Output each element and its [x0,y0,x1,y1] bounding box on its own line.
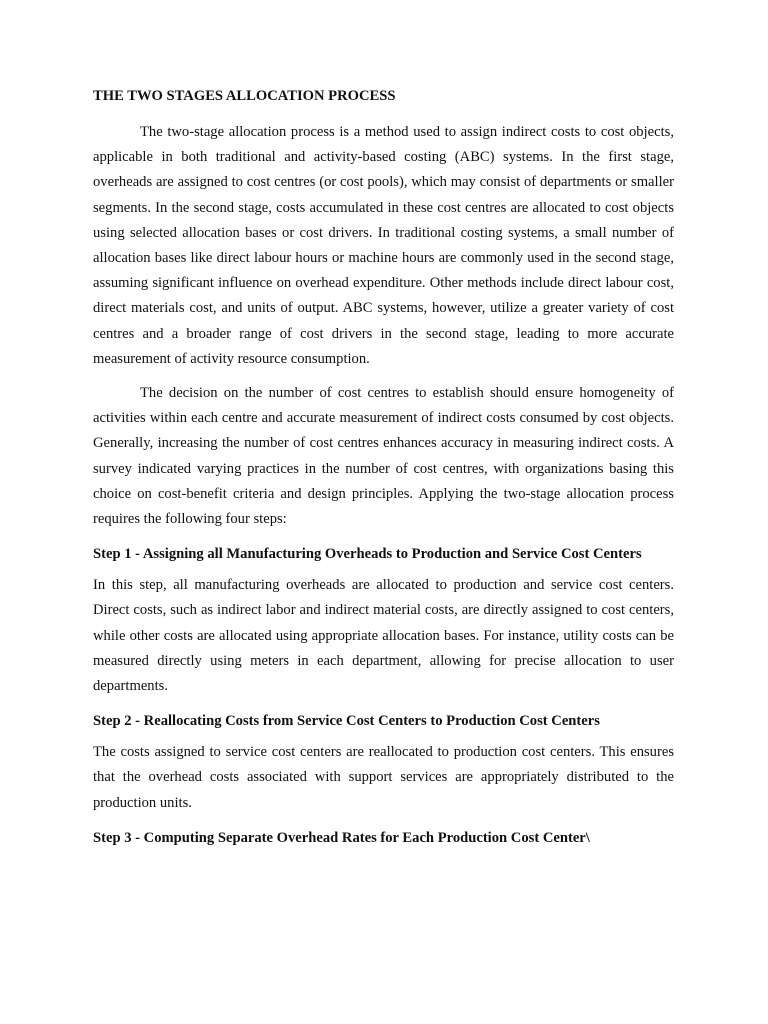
intro-paragraph: The two-stage allocation process is a method used to assign indirect costs to cost objects, applicable in both traditional and activity-based costing (ABC) systems. In the first stage, overheads are assigned to cost centres (or cost pools), which may consist of departments or smaller segments. In the second stage, costs accumulated in these cost centres are allocated to cost objects using selected allocation bases or cost drivers. In traditional costing systems, a small number of allocation bases like direct labour hours or machine hours are commonly used in the second stage, assuming significant influence on overhead expenditure. Other methods include direct labour cost, direct materials cost, and units of output. ABC systems, however, utilize a greater variety of cost centres and a broader range of cost drivers in the second stage, leading to more accurate measurement of activity resource consumption. [93,124,674,367]
step-2-heading: Step 2 - Reallocating Costs from Service Cost Centers to Production Cost Centers [93,713,600,730]
step-2-text: The costs assigned to service cost centers are reallocated to production cost centers. This ensures that the overhead costs associated with support services are appropriately distributed to the production units. [93,744,674,811]
step-1-text: In this step, all manufacturing overheads are allocated to production and service cost centers. Direct costs, such as indirect labor and indirect material costs, are directly assigned to cost centers, while other costs are allocated using appropriate allocation bases. For instance, utility costs can be measured directly using meters in each department, allowing for precise allocation to user departments. [93,577,674,695]
step-3-heading: Step 3 - Computing Separate Overhead Rates for Each Production Cost Center\ [93,829,590,846]
document-page [93,86,674,857]
step-1-heading: Step 1 - Assigning all Manufacturing Overheads to Production and Service Cost Centers [93,546,642,563]
cost-centres-paragraph: The decision on the number of cost centres to establish should ensure homogeneity of activities within each centre and accurate measurement of indirect costs consumed by cost objects. Generally, increasing the number of cost centres enhances accuracy in measuring indirect costs. A survey indicated varying practices in the number of cost centres, with organizations basing this choice on cost-benefit criteria and design principles. Applying the two-stage allocation process requires the following four steps: [93,385,674,528]
document-title: THE TWO STAGES ALLOCATION PROCESS [93,88,396,104]
